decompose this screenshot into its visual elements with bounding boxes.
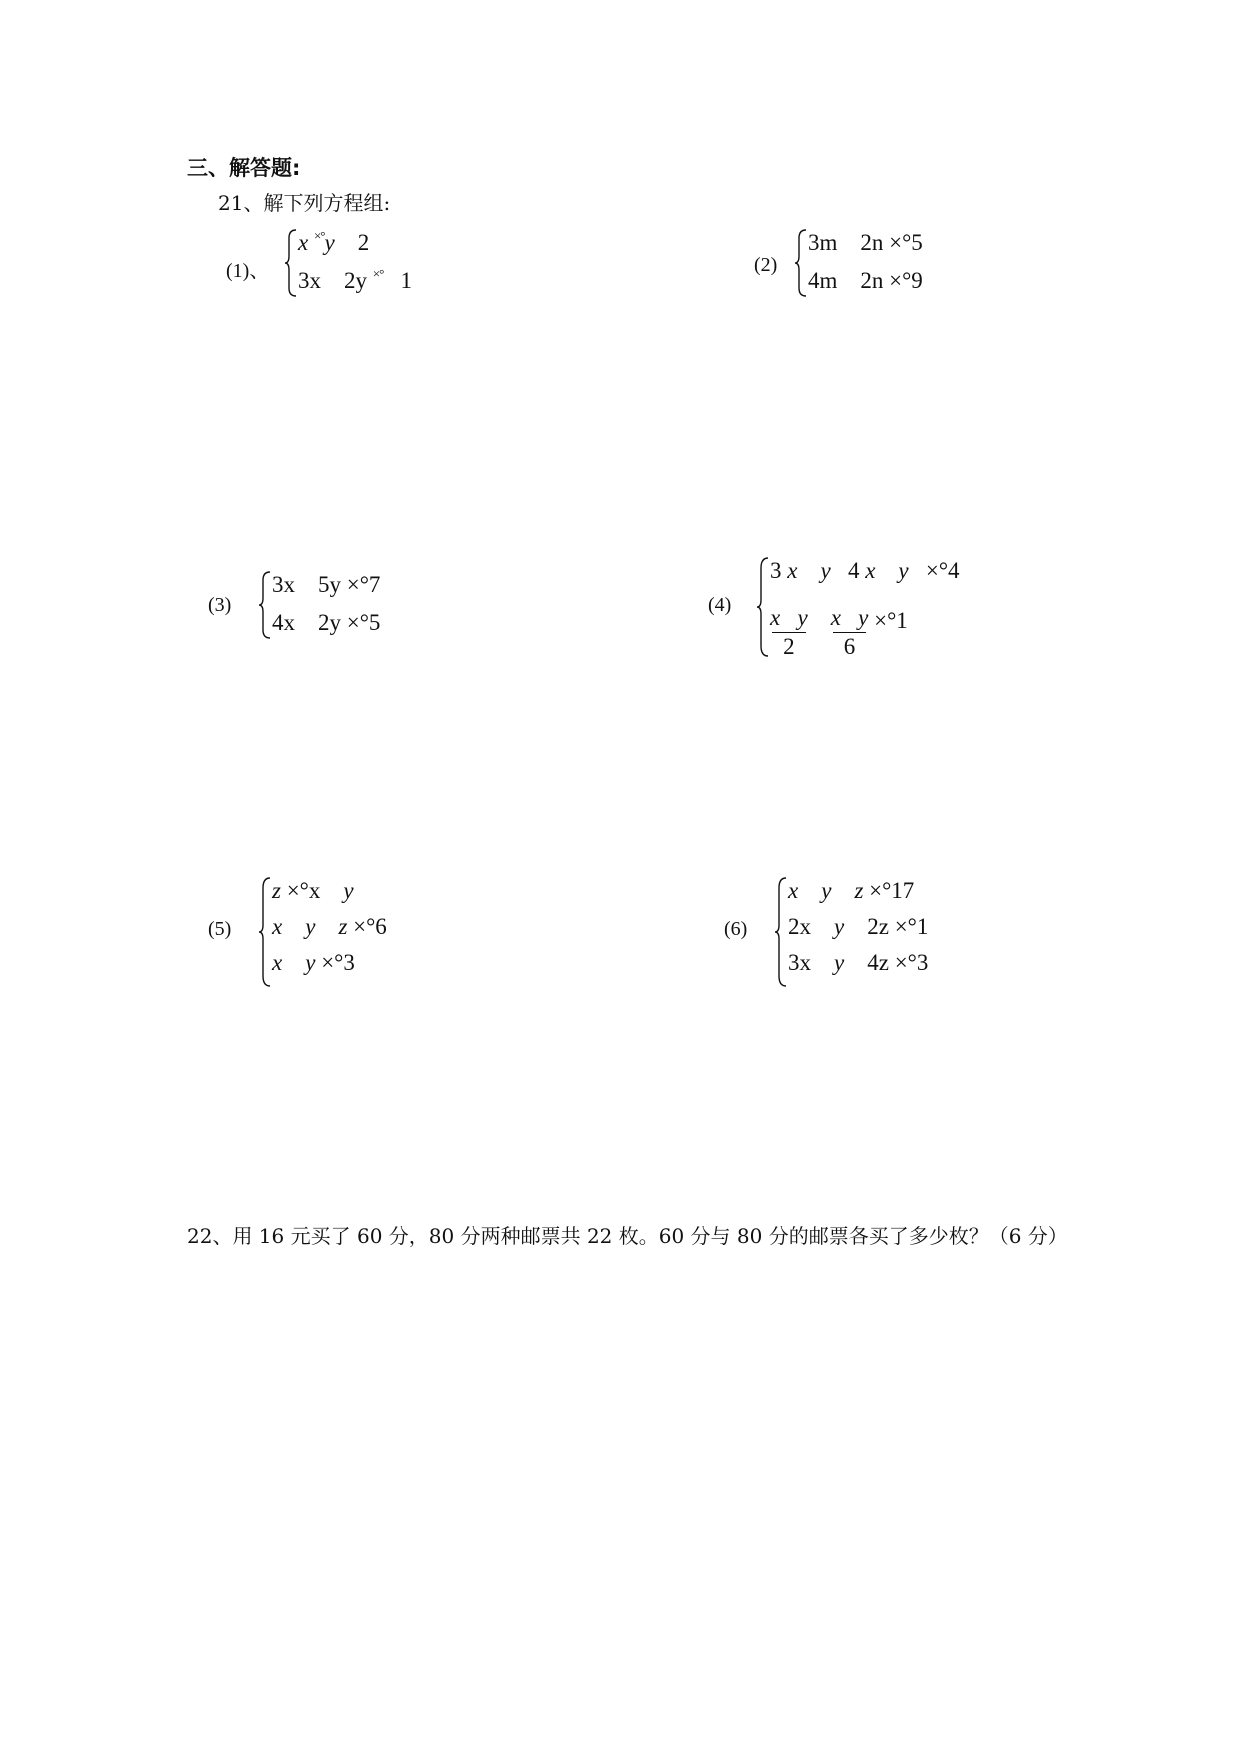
system-6-brace	[774, 876, 788, 988]
system-5-line-2: x y z ×°6	[272, 914, 387, 939]
system-4-brace	[756, 556, 770, 658]
system-6-label: (6)	[724, 918, 748, 940]
fraction-2: $\frac{\text{x y}}{6}$	[830, 605, 869, 659]
system-2-label: (2)	[754, 254, 778, 276]
system-3-brace	[258, 570, 272, 640]
system-5-line-3: x y ×°3	[272, 950, 355, 975]
system-5-label: (5)	[208, 918, 232, 940]
system-4-label: (4)	[708, 594, 732, 616]
system-2-line-2: 4m 2n ×°9	[808, 268, 923, 293]
system-1-brace	[284, 228, 298, 298]
system-3-line-2: 4x 2y ×°5	[272, 610, 381, 635]
q21-prompt: 21、解下列方程组:	[218, 191, 391, 215]
system-4-line-2: $\frac{\text{x y}}{2}$ $\frac{\text{x y}}{6}$ ×°1	[770, 605, 908, 659]
system-1-line-2: 3x 2y ×° 1	[298, 266, 413, 293]
fraction-1: $\frac{\text{x y}}{2}$	[770, 605, 808, 659]
system-1-label: (1)、	[226, 260, 270, 282]
system-2-brace	[794, 228, 808, 298]
system-3-line-1: 3x 5y ×°7	[272, 572, 381, 597]
system-5-brace	[258, 876, 272, 988]
system-3-label: (3)	[208, 594, 232, 616]
system-6-line-3: 3x y 4z ×°3	[788, 950, 929, 975]
system-5-line-1: z ×°x y	[272, 878, 354, 903]
system-1-line-1: x ×°y 2	[298, 228, 370, 255]
question-22-text: 22、用 16 元买了 60 分，80 分两种邮票共 22 枚。60 分与 80 分的邮票各买了多少枚？（6 分）	[187, 1224, 1068, 1248]
system-2-line-1: 3m 2n ×°5	[808, 230, 923, 255]
system-4-line-1: 3 x y 4 x y ×°4	[770, 558, 960, 583]
system-6-line-2: 2x y 2z ×°1	[788, 914, 929, 939]
system-6-line-1: x y z ×°17	[788, 878, 915, 903]
section-heading: 三、解答题:	[187, 156, 301, 180]
